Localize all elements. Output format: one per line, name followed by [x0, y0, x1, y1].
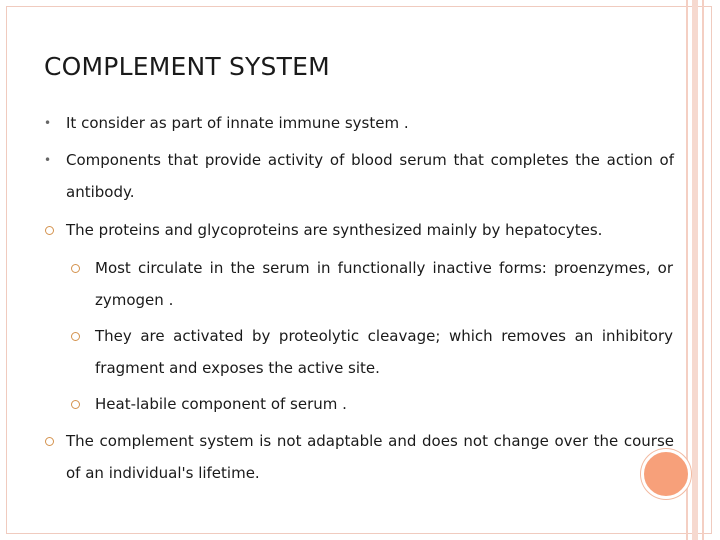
ring-bullet-icon — [45, 226, 54, 235]
ring-bullet-icon — [45, 437, 54, 446]
list-item — [66, 214, 676, 246]
bullet-text: The complement system is not adaptable and does not change over the course of an individual's lifetime. — [66, 432, 674, 482]
ring-bullet-icon — [71, 332, 80, 341]
list-item — [44, 144, 674, 208]
decorative-rail — [702, 0, 704, 540]
list-item — [95, 320, 673, 384]
bullet-text: They are activated by proteolytic cleavage; which removes an inhibitory fragment and exposes the active site. — [95, 327, 673, 377]
bullet-text: Components that provide activity of blood serum that completes the action of antibody. — [66, 151, 674, 201]
list-item — [95, 388, 673, 420]
list-item — [66, 425, 674, 489]
ring-bullet-icon — [71, 400, 80, 409]
ring-bullet-icon — [71, 264, 80, 273]
bullet-text: Heat-labile component of serum . — [95, 395, 347, 413]
small-dot-bullet-icon: • — [44, 153, 52, 167]
slide-title: COMPLEMENT SYSTEM — [44, 52, 330, 81]
list-item — [44, 107, 676, 139]
small-dot-bullet-icon: • — [44, 116, 52, 130]
decorative-rail — [692, 0, 698, 540]
list-item — [95, 252, 673, 316]
bullet-text: The proteins and glycoproteins are synthesized mainly by hepatocytes. — [66, 221, 603, 239]
bullet-text: Most circulate in the serum in functionally inactive forms: proenzymes, or zymogen . — [95, 259, 673, 309]
bullet-text: It consider as part of innate immune system . — [66, 114, 409, 132]
